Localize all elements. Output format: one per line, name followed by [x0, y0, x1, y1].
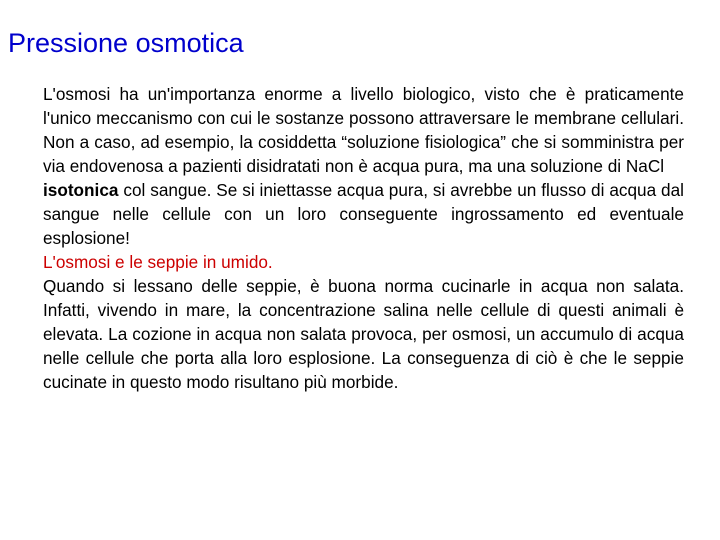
bold-term-isotonica: isotonica — [43, 180, 119, 200]
paragraph-seppie: Quando si lessano delle seppie, è buona norma cucinarle in acqua non salata. Infatti, vivendo in mare, la concentrazione salina nelle cellule di questi animali è elevata. La cozione in acqua non salata provoca, per osmosi, un accumulo di acqua nelle cellule che porta alla loro esplosione. La conseguenza di ciò è che le seppie cucinate in questo modo risultano più morbide. — [43, 276, 684, 392]
slide-content — [43, 82, 684, 394]
paragraph-osmosis-biology — [43, 82, 684, 250]
paragraph-text-end: col sangue. Se si iniettasse acqua pura, si avrebbe un flusso di acqua dal sangue nelle cellule con un loro conseguente ingrossamento ed eventuale esplosione! — [43, 180, 684, 248]
slide-title: Pressione osmotica — [8, 28, 244, 58]
subheading-seppie: L'osmosi e le seppie in umido. — [43, 252, 273, 272]
paragraph-text-start: L'osmosi ha un'importanza enorme a livello biologico, visto che è praticamente l'unico meccanismo con cui le sostanze possono attraversare le membrane cellulari. Non a caso, ad esempio, la cosiddetta “soluzione fisiologica” che si somministra per via endovenosa a pazienti disidratati non è acqua pura, ma una soluzione di NaCl — [43, 84, 684, 176]
